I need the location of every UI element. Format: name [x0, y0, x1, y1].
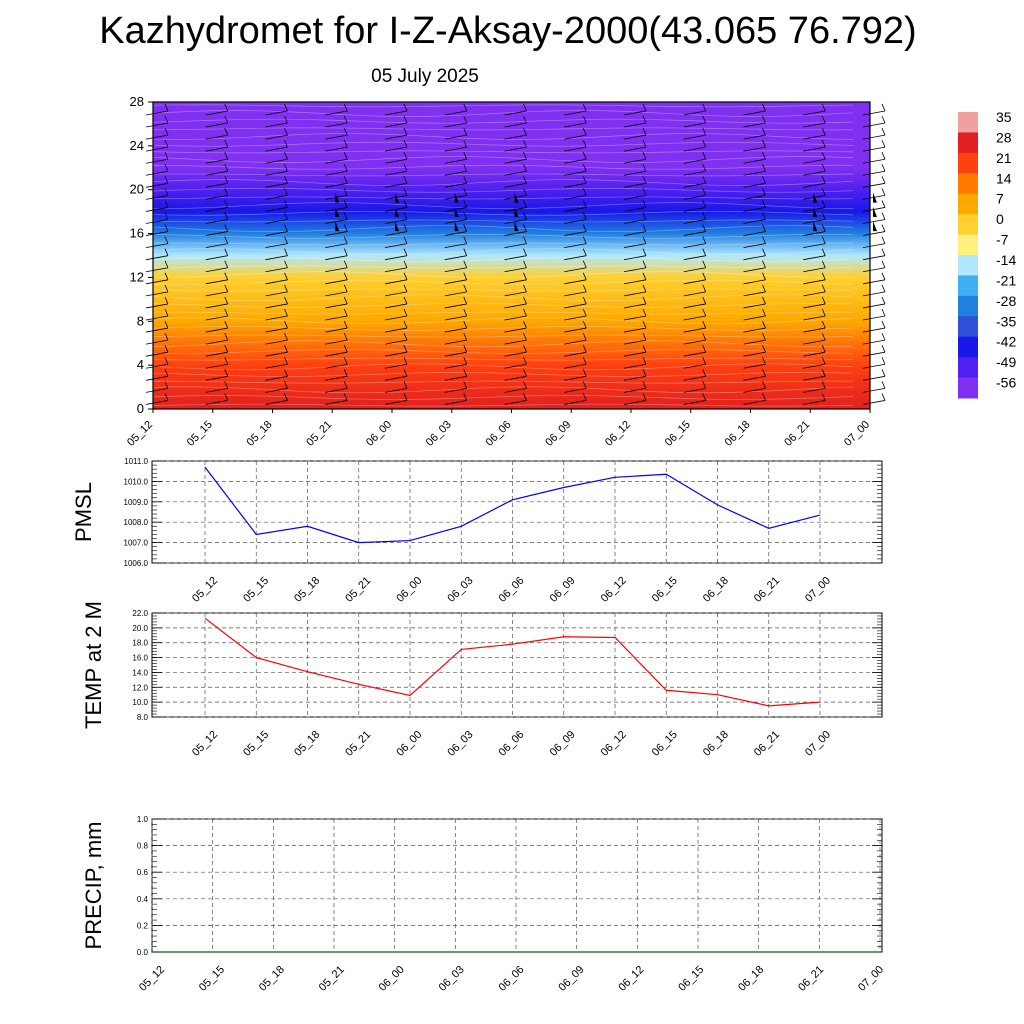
- y-tick-label: 24: [129, 137, 144, 153]
- chart-title: Kazhydromet for I-Z-Aksay-2000(43.065 76.792): [99, 10, 917, 52]
- y-tick-label: 22.0: [132, 609, 148, 618]
- x-tick-label: 07_00: [803, 728, 834, 759]
- x-tick-label: 05_15: [184, 418, 215, 449]
- y-tick-label: 0.8: [136, 841, 148, 851]
- colorbar: [958, 109, 1016, 399]
- x-tick-label: 06_09: [556, 963, 587, 994]
- wind-barb-flag: [882, 237, 885, 244]
- y-tick-label: 0.6: [136, 868, 148, 878]
- precip-ylabel: PRECIP, mm: [81, 821, 106, 950]
- colorbar-cell: [958, 235, 978, 256]
- y-tick-label: 1010.0: [123, 477, 148, 487]
- wind-pennant: [873, 207, 877, 217]
- colorbar-label: 0: [996, 211, 1004, 228]
- wind-barb-flag: [882, 249, 885, 256]
- colorbar-label: -56: [996, 374, 1017, 391]
- wind-barb-flag: [882, 200, 885, 207]
- colorbar-cell: [958, 173, 978, 194]
- x-tick-label: 06_06: [496, 574, 527, 605]
- colorbar-label: -28: [996, 292, 1017, 309]
- y-tick-label: 16: [129, 225, 144, 241]
- y-tick-label: 14.0: [132, 668, 148, 678]
- x-tick-label: 06_00: [364, 418, 395, 449]
- x-tick-label: 06_21: [796, 963, 827, 994]
- y-tick-label: 12.0: [132, 683, 148, 693]
- colorbar-label: 21: [996, 149, 1012, 166]
- wind-pennant: [873, 193, 877, 203]
- y-tick-label: 1009.0: [123, 497, 148, 507]
- x-tick-label: 06_15: [676, 963, 707, 994]
- temp-2m-panel: [81, 601, 882, 759]
- colorbar-cell: [958, 275, 978, 296]
- y-tick-label: 1.0: [136, 815, 148, 824]
- y-tick-label: 8.0: [136, 713, 148, 722]
- y-tick-label: 20: [129, 181, 144, 197]
- x-tick-label: 05_21: [343, 574, 374, 605]
- x-tick-label: 06_21: [751, 728, 783, 759]
- wind-pennant: [873, 221, 877, 231]
- wind-barb-flag: [882, 116, 885, 123]
- y-tick-label: 1008.0: [123, 518, 148, 528]
- wind-barb-flag: [882, 261, 885, 268]
- colorbar-label: 14: [996, 170, 1012, 187]
- colorbar-cell: [958, 296, 978, 317]
- y-tick-label: 1006.0: [123, 559, 148, 568]
- y-tick-label: 12: [129, 269, 144, 285]
- x-tick-label: 06_03: [445, 574, 476, 605]
- colorbar-label: -49: [996, 354, 1017, 371]
- chart-subtitle: 05 July 2025: [371, 66, 479, 87]
- colorbar-cell: [958, 214, 978, 235]
- y-tick-label: 4: [136, 357, 144, 373]
- y-tick-label: 1011.0: [124, 457, 148, 466]
- y-tick-label: 8: [136, 313, 144, 329]
- x-tick-label: 05_18: [292, 574, 323, 605]
- colorbar-label: 28: [996, 129, 1012, 146]
- x-tick-label: 06_15: [662, 418, 693, 449]
- x-tick-label: 06_06: [496, 963, 527, 994]
- wind-barb-flag: [882, 297, 885, 304]
- colorbar-label: -35: [996, 313, 1017, 330]
- x-tick-label: 06_09: [547, 574, 578, 605]
- x-tick-label: 06_00: [376, 963, 407, 994]
- x-tick-label: 06_12: [603, 418, 634, 449]
- wind-barb-flag: [882, 188, 885, 195]
- colorbar-label: -7: [996, 231, 1009, 248]
- panel-border: [152, 819, 882, 952]
- wind-barb-flag: [882, 273, 885, 280]
- x-tick-label: 06_12: [598, 728, 629, 759]
- y-tick-label: 10.0: [132, 698, 148, 708]
- x-tick-label: 05_21: [343, 728, 374, 759]
- x-tick-label: 06_15: [649, 728, 680, 759]
- x-tick-label: 06_09: [547, 728, 578, 759]
- wind-barb-flag: [882, 369, 885, 376]
- wind-barb-flag: [882, 321, 885, 328]
- colorbar-label: 7: [996, 190, 1004, 207]
- wind-barb-flag: [882, 225, 885, 232]
- colorbar-cell: [958, 337, 978, 358]
- colorbar-cell: [958, 112, 978, 133]
- wind-barb-flag: [882, 393, 885, 400]
- wind-barb-flag: [882, 104, 885, 111]
- x-tick-label: 06_00: [394, 728, 425, 759]
- x-tick-label: 05_21: [304, 418, 335, 449]
- wind-barb-flag: [882, 381, 885, 388]
- y-tick-label: 0.2: [136, 921, 148, 931]
- panel-border: [152, 613, 882, 717]
- x-tick-label: 06_06: [483, 418, 514, 449]
- x-tick-label: 07_00: [803, 574, 834, 605]
- x-tick-label: 05_12: [137, 963, 168, 994]
- colorbar-cell: [958, 357, 978, 378]
- x-tick-label: 06_03: [445, 728, 476, 759]
- y-tick-label: 16.0: [132, 653, 148, 663]
- y-tick-label: 1007.0: [123, 538, 148, 548]
- colorbar-cell: [958, 194, 978, 215]
- wind-barb-flag: [882, 357, 885, 364]
- colorbar-cell: [958, 378, 978, 399]
- y-tick-label: 20.0: [132, 623, 148, 633]
- colorbar-cell: [958, 255, 978, 276]
- x-tick-label: 06_00: [394, 574, 425, 605]
- panel-border: [152, 461, 882, 563]
- y-tick-label: 18.0: [132, 638, 148, 648]
- x-tick-label: 06_21: [751, 574, 783, 605]
- x-tick-label: 05_15: [196, 963, 228, 994]
- x-tick-label: 06_12: [616, 963, 647, 994]
- wind-barb-flag: [882, 345, 885, 352]
- wind-barb-flag: [882, 333, 885, 340]
- x-tick-label: 06_09: [543, 418, 574, 449]
- y-tick-label: 28: [129, 94, 144, 109]
- colorbar-label: -21: [996, 272, 1017, 289]
- wind-barb-flag: [882, 140, 885, 147]
- x-tick-label: 05_18: [256, 963, 287, 994]
- precip-panel: [81, 815, 886, 994]
- x-tick-label: 05_21: [316, 963, 347, 994]
- x-tick-label: 05_12: [190, 574, 221, 605]
- x-tick-label: 05_18: [244, 418, 275, 449]
- x-tick-label: 05_18: [292, 728, 323, 759]
- x-tick-label: 06_18: [736, 963, 767, 994]
- x-tick-label: 06_06: [496, 728, 527, 759]
- x-tick-label: 05_12: [190, 728, 221, 759]
- wind-barb-flag: [882, 164, 885, 171]
- x-tick-label: 07_00: [842, 418, 873, 449]
- pmsl-ylabel: PMSL: [71, 482, 96, 542]
- wind-barb-flag: [882, 152, 885, 159]
- pmsl-panel: [71, 457, 882, 605]
- colorbar-label: 35: [996, 109, 1012, 125]
- colorbar-cell: [958, 153, 978, 174]
- x-tick-label: 06_21: [782, 418, 813, 449]
- colorbar-cell: [958, 316, 978, 337]
- x-tick-label: 06_18: [700, 728, 731, 759]
- wind-barb-flag: [882, 213, 885, 220]
- x-tick-label: 06_12: [598, 574, 629, 605]
- x-tick-label: 07_00: [856, 963, 887, 994]
- colorbar-cell: [958, 132, 978, 153]
- temperature-profile-panel: [125, 94, 885, 449]
- y-tick-label: 0.0: [136, 948, 148, 957]
- colorbar-label: -42: [996, 333, 1017, 350]
- x-tick-label: 06_18: [700, 574, 731, 605]
- x-tick-label: 06_15: [649, 574, 680, 605]
- temp-2m-ylabel: TEMP at 2 M: [81, 601, 106, 729]
- x-tick-label: 05_15: [241, 728, 272, 759]
- x-tick-label: 06_18: [722, 418, 753, 449]
- wind-barb-flag: [882, 309, 885, 316]
- wind-barb-flag: [882, 285, 885, 292]
- wind-barb-flag: [882, 176, 885, 183]
- colorbar-label: -14: [996, 252, 1017, 268]
- x-tick-label: 05_15: [241, 574, 272, 605]
- wind-barb-flag: [882, 128, 885, 135]
- x-tick-label: 06_03: [423, 418, 454, 449]
- y-tick-label: 0.4: [136, 894, 148, 904]
- y-tick-label: 0: [136, 401, 144, 416]
- x-tick-label: 05_12: [125, 418, 156, 449]
- x-tick-label: 06_03: [436, 963, 467, 994]
